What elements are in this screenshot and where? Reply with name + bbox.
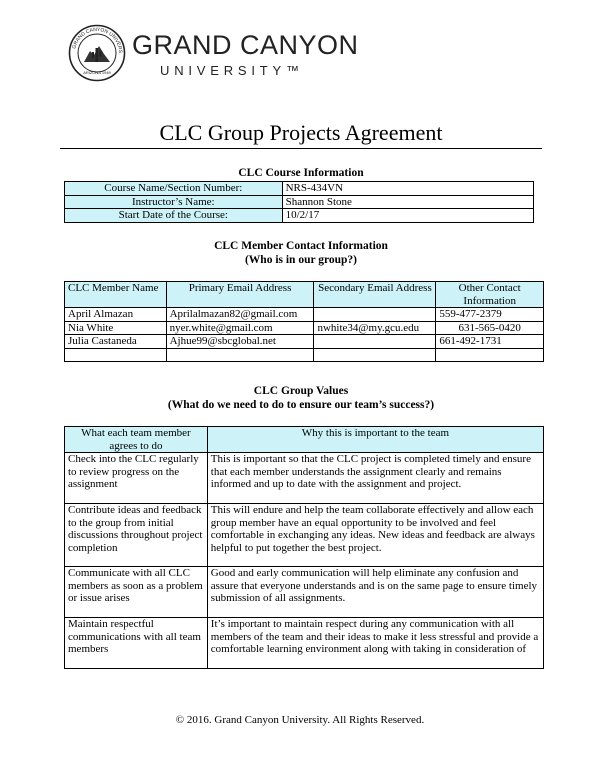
group-values-header-row [65,427,544,453]
col-header-why: Why this is important to the team [207,427,543,453]
agreement-item: Check into the CLC regularly to review progress on the assignment [65,453,208,504]
member-contact-heading: CLC Member Contact Information [214,240,388,252]
table-row [65,567,544,618]
table-row [65,335,544,349]
course-name-label: Course Name/Section Number: [65,182,283,196]
member-contact-subheading: (Who is in our group?) [244,254,358,266]
col-header-what: What each team member agrees to do [65,427,208,453]
secondary-email [314,335,436,349]
logo-subname: UNIVERSITY™ [160,63,304,78]
instructor-value: Shannon Stone [282,195,533,209]
start-date-value: 10/2/17 [282,209,533,223]
table-row [65,321,544,335]
primary-email [166,348,314,361]
primary-email: Ajhue99@sbcglobal.net [166,335,314,349]
course-info-row [65,209,534,223]
col-header-primary-email: Primary Email Address [166,282,314,308]
start-date-label: Start Date of the Course: [65,209,283,223]
member-name [65,348,167,361]
primary-email: nyer.white@gmail.com [166,321,314,335]
copyright-footer: © 2016. Grand Canyon University. All Rights Reserved. [175,714,425,726]
table-row [65,308,544,322]
secondary-email: nwhite34@my.gcu.edu [314,321,436,335]
secondary-email [314,308,436,322]
group-values-heading: CLC Group Values [253,385,349,397]
agreement-item: Communicate with all CLC members as soon as a problem or issue arises [65,567,208,618]
university-seal-icon [68,24,126,82]
other-contact: 559-477-2379 [436,308,544,322]
university-logo [68,24,359,84]
member-name: Julia Castaneda [65,335,167,349]
logo-name: GRAND CANYON [132,30,359,60]
agreement-reason: This will endure and help the team collaborate effectively and allow each group member have an equal opportunity to be involved and feel comfortable in exchanging any ideas. New ideas and feedback are always helpful to put together the best project. [207,504,543,567]
seal-text: GRAND CANYON UNIVERS [71,26,124,54]
course-info-table [64,181,534,223]
agreement-reason: Good and early communication will help eliminate any confusion and assure that everyone understands and is on the same page to ensure timely submission of all assignments. [207,567,543,618]
course-name-value: NRS-434VN [282,182,533,196]
agreement-item: Maintain respectful communications with all team members [65,618,208,669]
agreement-item: Contribute ideas and feedback to the group from initial discussions throughout project completion [65,504,208,567]
primary-email: Aprilalmazan82@gmail.com [166,308,314,322]
instructor-label: Instructor’s Name: [65,195,283,209]
course-info-row [65,182,534,196]
table-row [65,453,544,504]
page-title: CLC Group Projects Agreement [159,120,443,145]
table-row [65,504,544,567]
group-values-subheading: (What do we need to do to ensure our team’s success?) [167,399,435,411]
agreement-reason: This is important so that the CLC project is completed timely and ensure that each member understands the assignment clearly and remains informed and up to date with the assignment and project. [207,453,543,504]
course-info-row [65,195,534,209]
member-contact-header-row [65,282,544,308]
other-contact: 631-565-0420 [436,321,544,335]
group-values-table [64,426,544,669]
col-header-secondary-email: Secondary Email Address [314,282,436,308]
seal-year: ARIZONA 1949 [83,70,111,75]
secondary-email [314,348,436,361]
agreement-reason: It’s important to maintain respect during any communication with all members of the team and their ideas to make it less stressful and provide a comfortable learning environment along with taking in consideration of [207,618,543,669]
table-row [65,348,544,361]
member-name: Nia White [65,321,167,335]
member-contact-table [64,281,544,362]
col-header-member-name: CLC Member Name [65,282,167,308]
title-divider [60,148,542,149]
course-info-heading: CLC Course Information [238,167,364,179]
other-contact [436,348,544,361]
other-contact: 661-492-1731 [436,335,544,349]
col-header-other-contact: Other Contact Information [436,282,544,308]
member-name: April Almazan [65,308,167,322]
table-row [65,618,544,669]
